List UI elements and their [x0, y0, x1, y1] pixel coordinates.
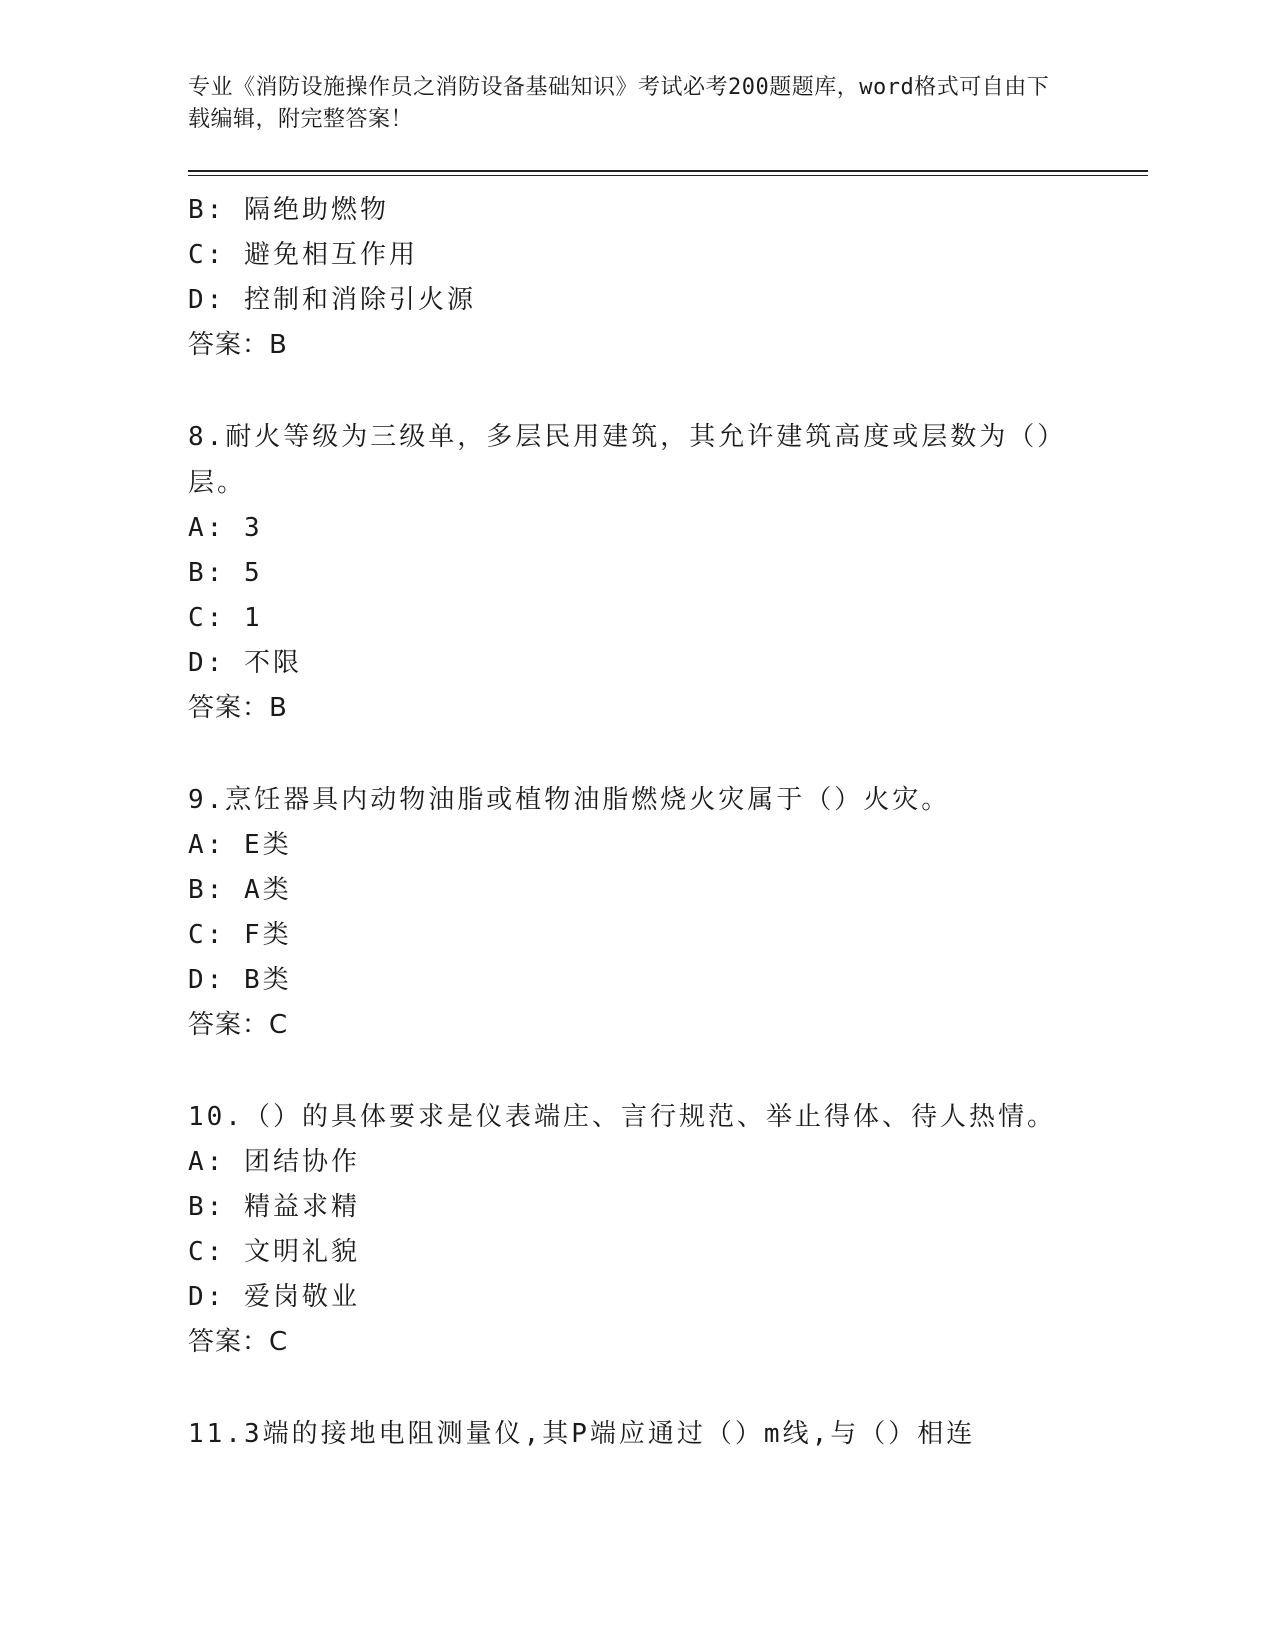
option-d: D: 不限	[188, 648, 302, 678]
answer-line: 答案：C	[188, 1010, 289, 1040]
option-d: D: 爱岗敬业	[188, 1282, 360, 1312]
question-9	[188, 777, 1148, 1048]
option-b: B: 隔绝助燃物	[188, 195, 389, 225]
question-text: 9.烹饪器具内动物油脂或植物油脂燃烧火灾属于（）火灾。	[188, 785, 951, 815]
option-c: C: 文明礼貌	[188, 1237, 360, 1267]
question-11	[188, 1411, 1148, 1457]
prev-question-block	[188, 188, 1148, 368]
document-page	[188, 72, 1148, 1457]
question-text: 11.3端的接地电阻测量仪,其P端应通过（）m线,与（）相连	[188, 1419, 976, 1449]
document-header: 专业《消防设施操作员之消防设备基础知识》考试必考200题题库，word格式可自由下载编辑，附完整答案！	[188, 75, 1050, 132]
option-c: C: F类	[188, 920, 292, 950]
option-b: B: 5	[188, 558, 263, 588]
question-8	[188, 414, 1148, 731]
header-rule	[188, 170, 1148, 176]
option-a: A: 团结协作	[188, 1147, 360, 1177]
option-c: C: 1	[188, 603, 263, 633]
answer-line: 答案：C	[188, 1327, 289, 1357]
option-d: D: 控制和消除引火源	[188, 285, 476, 315]
question-text: 10.（）的具体要求是仪表端庄、言行规范、举止得体、待人热情。	[188, 1102, 1056, 1132]
option-b: B: A类	[188, 875, 292, 905]
question-text: 8.耐火等级为三级单，多层民用建筑，其允许建筑高度或层数为（）层。	[188, 422, 1067, 498]
question-10	[188, 1094, 1148, 1365]
answer-line: 答案：B	[188, 330, 288, 360]
option-d: D: B类	[188, 965, 292, 995]
option-c: C: 避免相互作用	[188, 240, 418, 270]
answer-line: 答案：B	[188, 693, 288, 723]
option-a: A: E类	[188, 830, 292, 860]
option-a: A: 3	[188, 513, 263, 543]
option-b: B: 精益求精	[188, 1192, 360, 1222]
